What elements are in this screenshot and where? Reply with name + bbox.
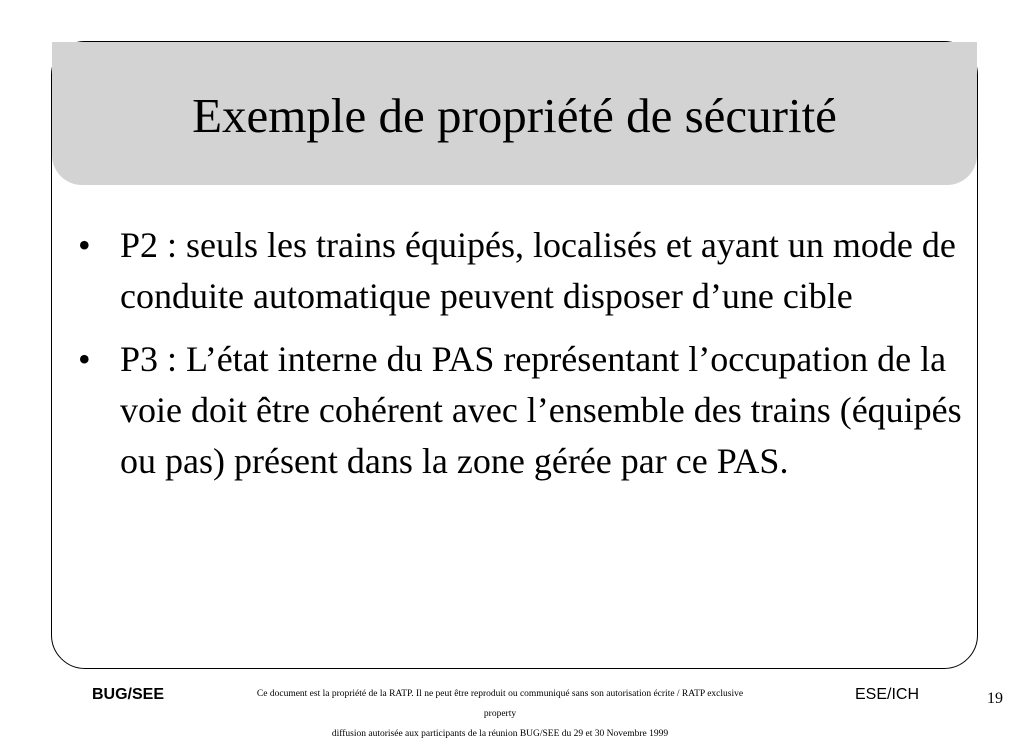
slide-frame — [51, 41, 978, 669]
footer-copyright-notice — [240, 684, 760, 744]
bullet-marker: • — [78, 225, 91, 265]
bullet-marker: • — [78, 339, 91, 379]
page-number: 19 — [987, 690, 1003, 707]
bullet-item-p3 — [68, 334, 968, 487]
bullet-text-p2: P2 : seuls les trains équipés, localisés et ayant un mode de conduite automatique peuvent disposer d’une cible — [120, 225, 956, 316]
bullet-text-p3: P3 : L’état interne du PAS représentant l’occupation de la voie doit être cohérent avec l’ensemble des trains (équipés ou pas) présent dans la zone gérée par ce PAS. — [120, 339, 962, 481]
slide-title: Exemple de propriété de sécurité — [192, 88, 837, 143]
footer-notice-line-1: Ce document est la propriété de la RATP. Il ne peut être reproduit ou communiqué sans son autorisation écrite / RATP exclusive property — [256, 689, 744, 719]
footer-right-label: ESE/ICH — [855, 686, 920, 703]
footer-left-label: BUG/SEE — [92, 686, 165, 703]
footer-notice-line-2: diffusion autorisée aux participants de la réunion BUG/SEE du 29 et 30 Novembre 1999 — [331, 729, 669, 739]
title-band — [52, 42, 977, 185]
bullet-item-p2 — [68, 220, 968, 322]
bullet-list — [68, 220, 968, 499]
